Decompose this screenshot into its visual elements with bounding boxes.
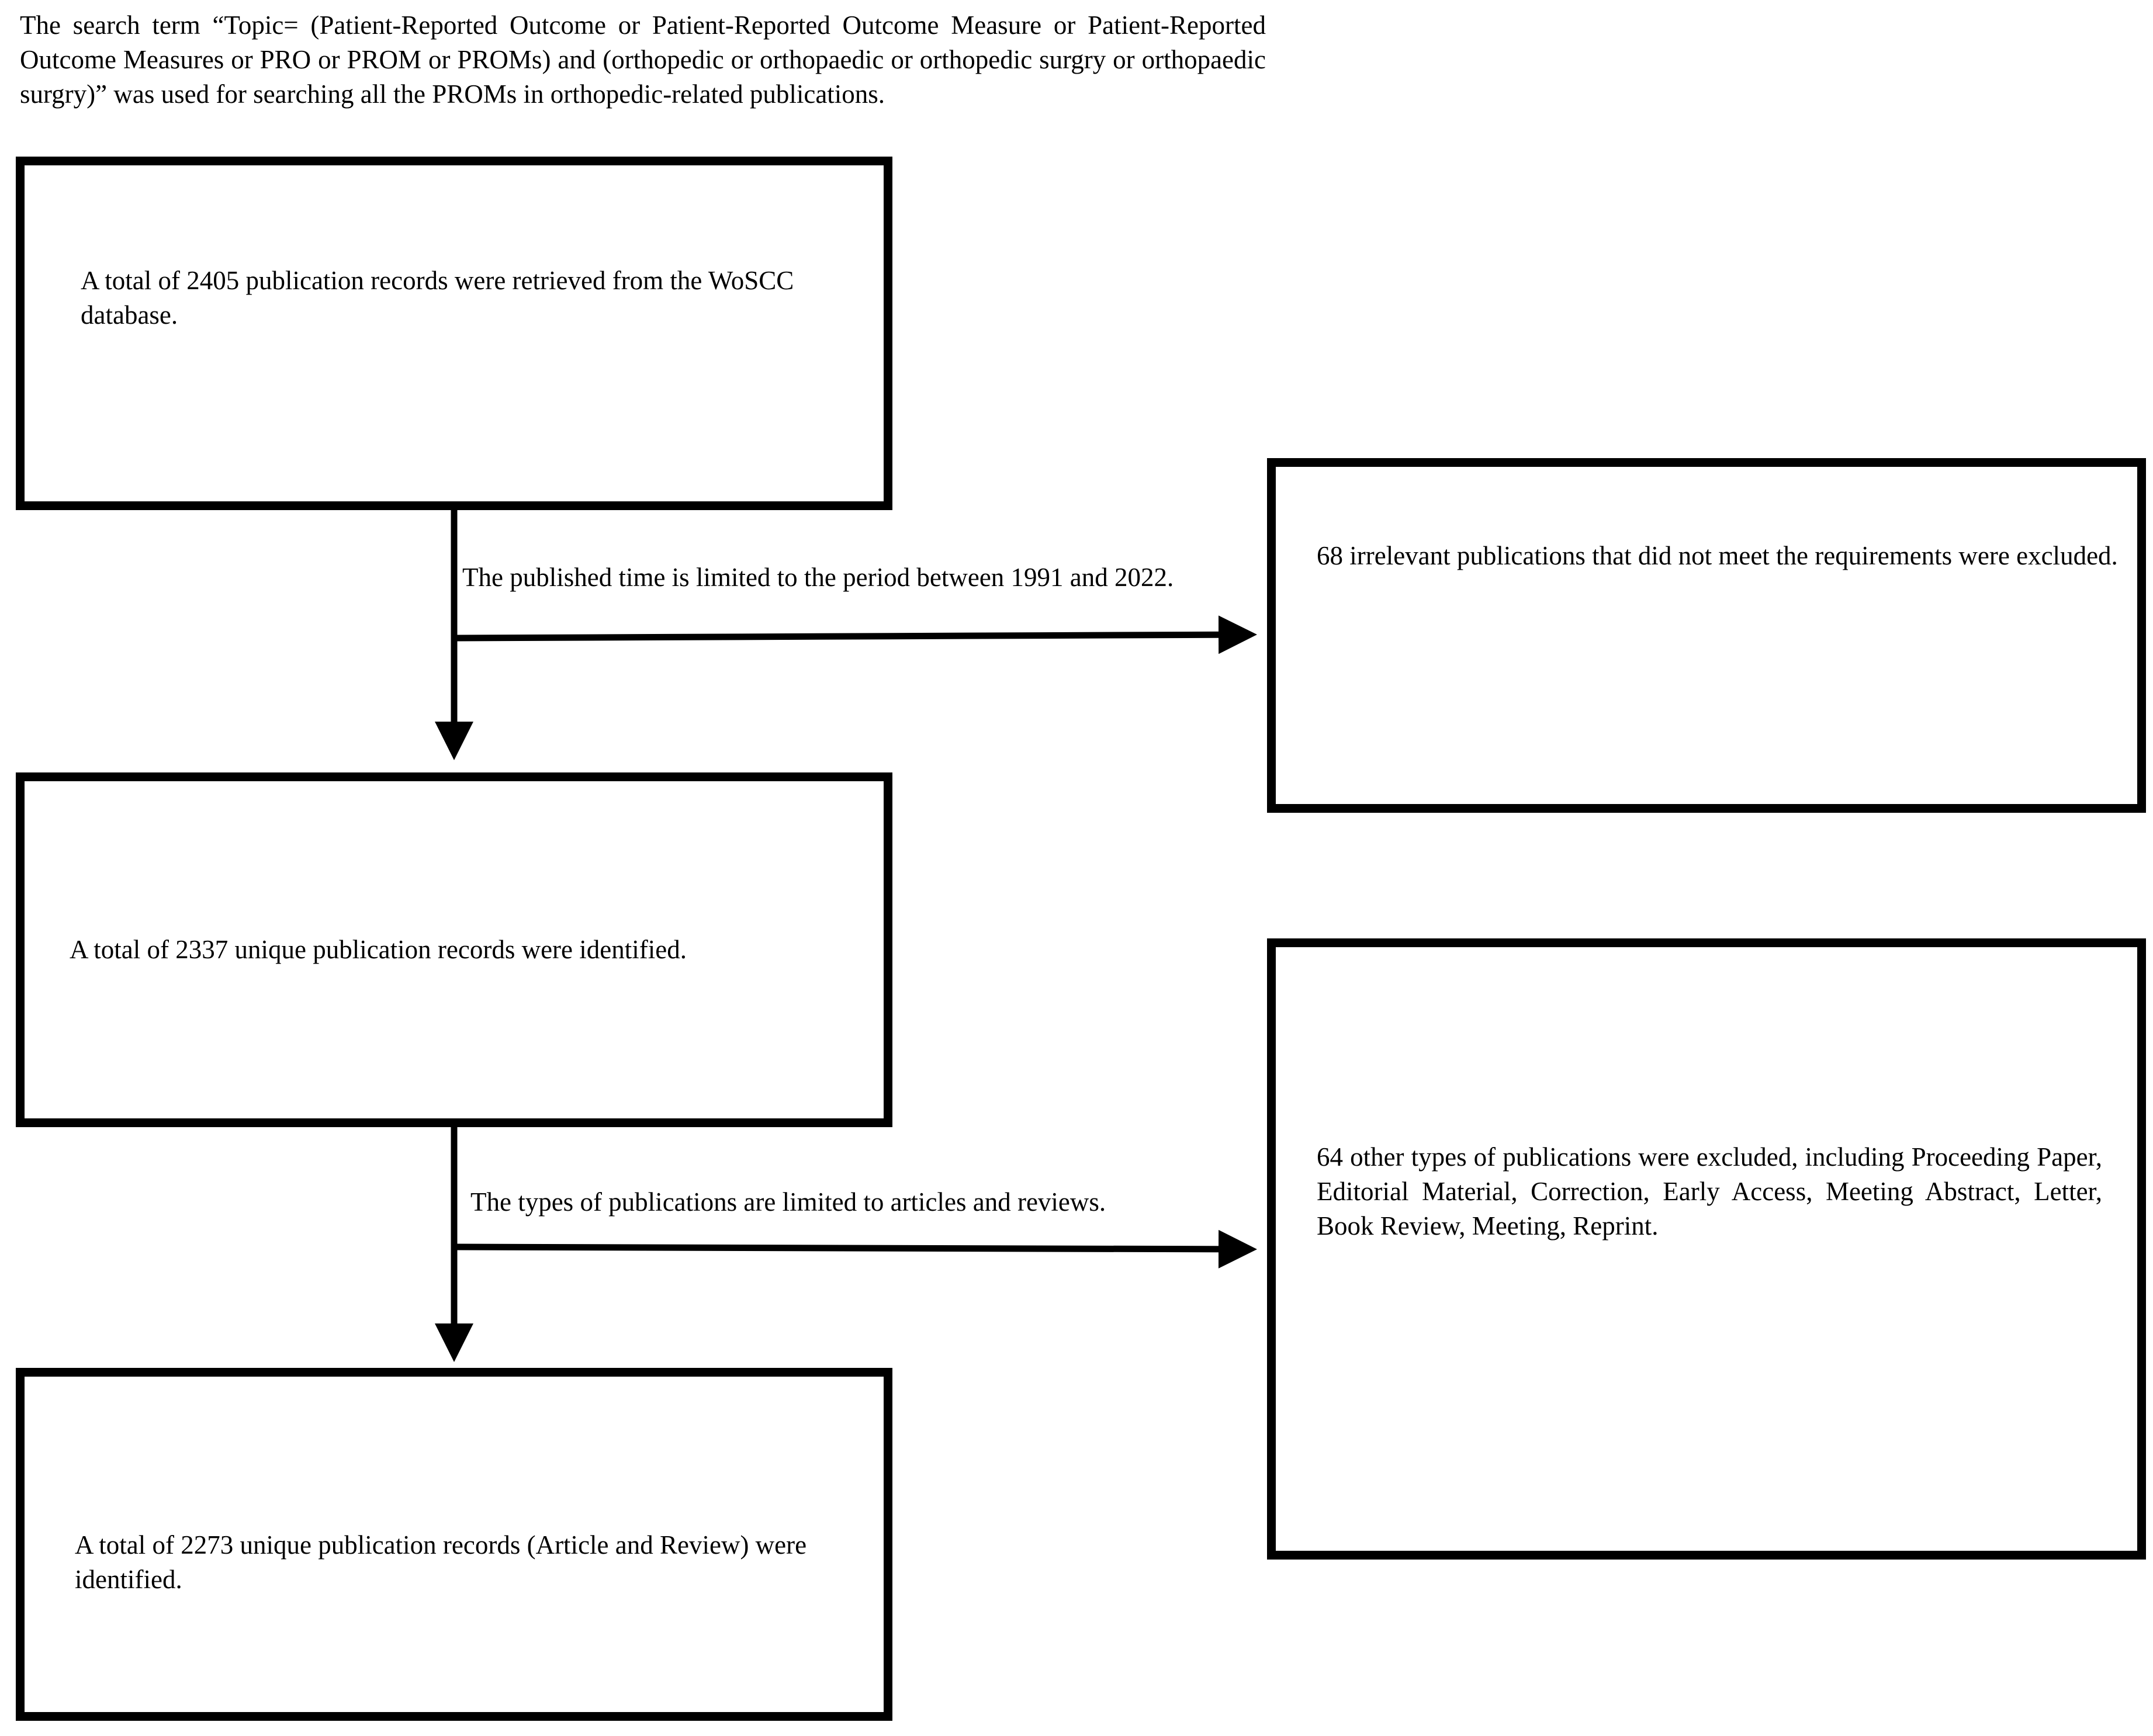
arrow-to-excluded2 <box>454 1247 1251 1249</box>
step2-text: A total of 2337 unique publication records were identified. <box>70 935 687 964</box>
box-excluded1 <box>1267 458 2146 813</box>
box-step3-final-records <box>16 1368 892 1721</box>
excluded1-text: 68 irrelevant publications that did not meet the requirements were excluded. <box>1317 541 2118 570</box>
excluded2-text: 64 other types of publications were excluded, including Proceeding Paper, Editorial Material, Correction, Early Access, Meeting Abstract, Letter, Book Review, Meeting, Reprint. <box>1317 1142 2102 1241</box>
box-step2-unique-records <box>16 772 892 1127</box>
step3-text: A total of 2273 unique publication records (Article and Review) were identified. <box>75 1530 807 1594</box>
filter2-label: The types of publications are limited to articles and reviews. <box>470 1187 1106 1217</box>
step1-text: A total of 2405 publication records were retrieved from the WoSCC database. <box>81 266 794 330</box>
box-step1-records-retrieved <box>16 157 892 510</box>
filter1-label: The published time is limited to the period between 1991 and 2022. <box>462 563 1174 592</box>
search-term-description: The search term “Topic= (Patient-Reported Outcome or Patient-Reported Outcome Measure or Patient-Reported Outcome Measures or PRO or PROM or PROMs) and (orthopedic or orthopaedic or orthopedic surgry or orthopaedic surgry)” was used for searching all the PROMs in orthopedic-related publications. <box>20 11 1266 109</box>
arrow-to-excluded1 <box>454 635 1251 638</box>
box-excluded2 <box>1267 938 2146 1560</box>
